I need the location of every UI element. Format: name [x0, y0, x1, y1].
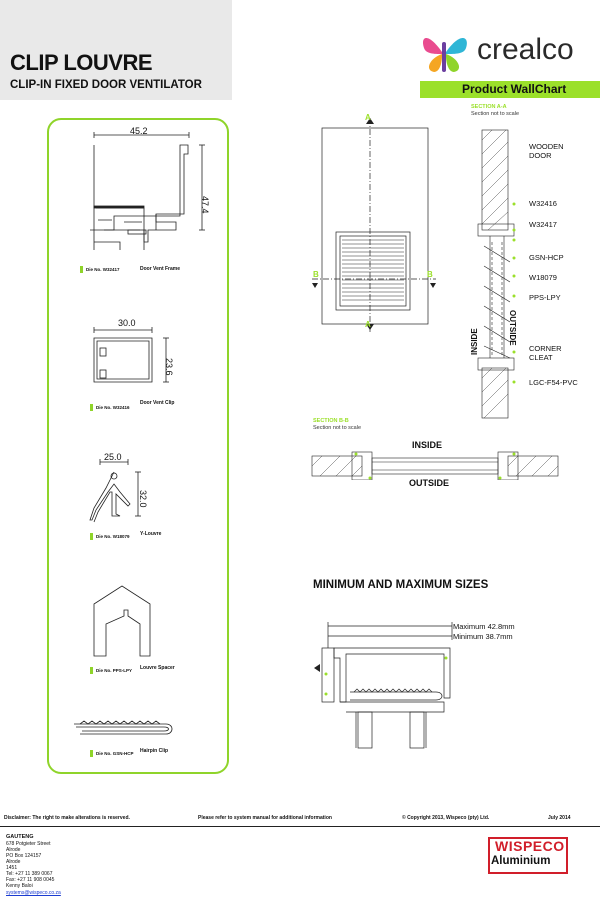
- dim-width: 25.0: [104, 452, 122, 462]
- wispeco-logo-name: WISPECO: [495, 838, 565, 854]
- footer-address-line: Alrode: [6, 847, 21, 853]
- part-name: Hairpin Clip: [140, 748, 169, 754]
- hairpin-clip-profile: [70, 716, 180, 738]
- footer-address-line: Alrode: [6, 859, 21, 865]
- marker-b-right: B: [427, 270, 433, 279]
- min-max-sizes-drawing: [306, 618, 466, 750]
- section-aa-drawing: [470, 124, 532, 424]
- die-number: Die No. W32417: [80, 266, 120, 273]
- brand-logo-text: crealco: [477, 33, 574, 66]
- label-w18079: W18079: [529, 273, 557, 282]
- door-elevation-drawing: [308, 114, 440, 336]
- die-number: Die No. W32416: [90, 404, 130, 411]
- marker-b-left: B: [313, 270, 319, 279]
- part-name: Louvre Spacer: [140, 665, 175, 671]
- crealco-butterfly-icon: [420, 28, 472, 76]
- part-name: Door Vent Clip: [140, 400, 175, 406]
- page-subtitle: CLIP-IN FIXED DOOR VENTILATOR: [10, 79, 202, 91]
- y-louvre-profile: [86, 458, 166, 528]
- wispeco-logo-sub: Aluminium: [491, 855, 551, 867]
- dim-height: 47.4: [200, 196, 210, 214]
- section-aa-title: SECTION A-A: [471, 104, 507, 110]
- marker-a-bottom: A: [365, 320, 371, 329]
- footer-copyright: © Copyright 2013, Wispeco (pty) Ltd.: [402, 815, 490, 821]
- label-outside: OUTSIDE: [409, 478, 450, 488]
- footer-address-line: Tel: +27 11 389 0067: [6, 871, 53, 877]
- label-inside: INSIDE: [412, 440, 443, 450]
- label-w32417: W32417: [529, 220, 557, 229]
- sizes-title: MINIMUM AND MAXIMUM SIZES: [313, 579, 489, 591]
- part-name: Y-Louvre: [140, 531, 162, 537]
- label-lgc-f54-pvc: LGC-F54-PVC: [529, 378, 578, 387]
- footer-manual-note: Please refer to system manual for additional information: [198, 815, 332, 821]
- label-corner-cleat: CORNER CLEAT: [529, 344, 562, 362]
- size-minimum: Minimum 38.7mm: [453, 632, 513, 641]
- label-inside-vertical: INSIDE: [470, 328, 479, 355]
- footer-address-line: 1451: [6, 865, 18, 871]
- footer-address-line: Kenny Baloi: [6, 883, 33, 889]
- footer-disclaimer: Disclaimer: The right to make alterations is reserved.: [4, 815, 130, 821]
- section-bb-title: SECTION B-B: [313, 418, 349, 424]
- footer-email-link[interactable]: systems@wispeco.co.za: [6, 890, 61, 896]
- footer-address-line: PO Box 124157: [6, 853, 42, 859]
- wallchart-label: Product WallChart: [462, 82, 567, 96]
- label-wooden-door: WOODEN DOOR: [529, 142, 564, 160]
- dim-height: 23.6: [164, 358, 174, 376]
- footer-address-line: 678 Potgieter Street: [6, 841, 51, 847]
- label-gsn-hcp: GSN-HCP: [529, 253, 564, 262]
- size-maximum: Maximum 42.8mm: [453, 622, 515, 631]
- section-aa-note: Section not to scale: [471, 111, 520, 117]
- footer-region: GAUTENG: [6, 834, 34, 840]
- label-outside-vertical: OUTSIDE: [508, 310, 517, 346]
- die-number: Die No. GSN-HCP: [90, 750, 134, 757]
- footer-date: July 2014: [548, 815, 571, 821]
- die-number: Die No. W18079: [90, 533, 130, 540]
- footer-address-line: Fax: +27 11 908 0045: [6, 877, 55, 883]
- part-name: Door Vent Frame: [140, 266, 181, 272]
- section-bb-drawing: [308, 448, 562, 480]
- footer-rule: [0, 826, 600, 827]
- label-pps-lpy: PPS-LPY: [529, 293, 561, 302]
- dim-width: 45.2: [130, 126, 148, 136]
- dim-width: 30.0: [118, 318, 136, 328]
- section-bb-note: Section not to scale: [313, 425, 362, 431]
- door-vent-frame-profile: [84, 130, 214, 260]
- page-title: CLIP LOUVRE: [10, 50, 153, 75]
- louvre-spacer-profile: [90, 582, 160, 660]
- dim-height: 32.0: [138, 490, 148, 508]
- label-w32416: W32416: [529, 199, 557, 208]
- die-number: Die No. PPS-LPY: [90, 667, 132, 674]
- door-vent-clip-profile: [86, 326, 176, 396]
- marker-a-top: A: [365, 113, 371, 122]
